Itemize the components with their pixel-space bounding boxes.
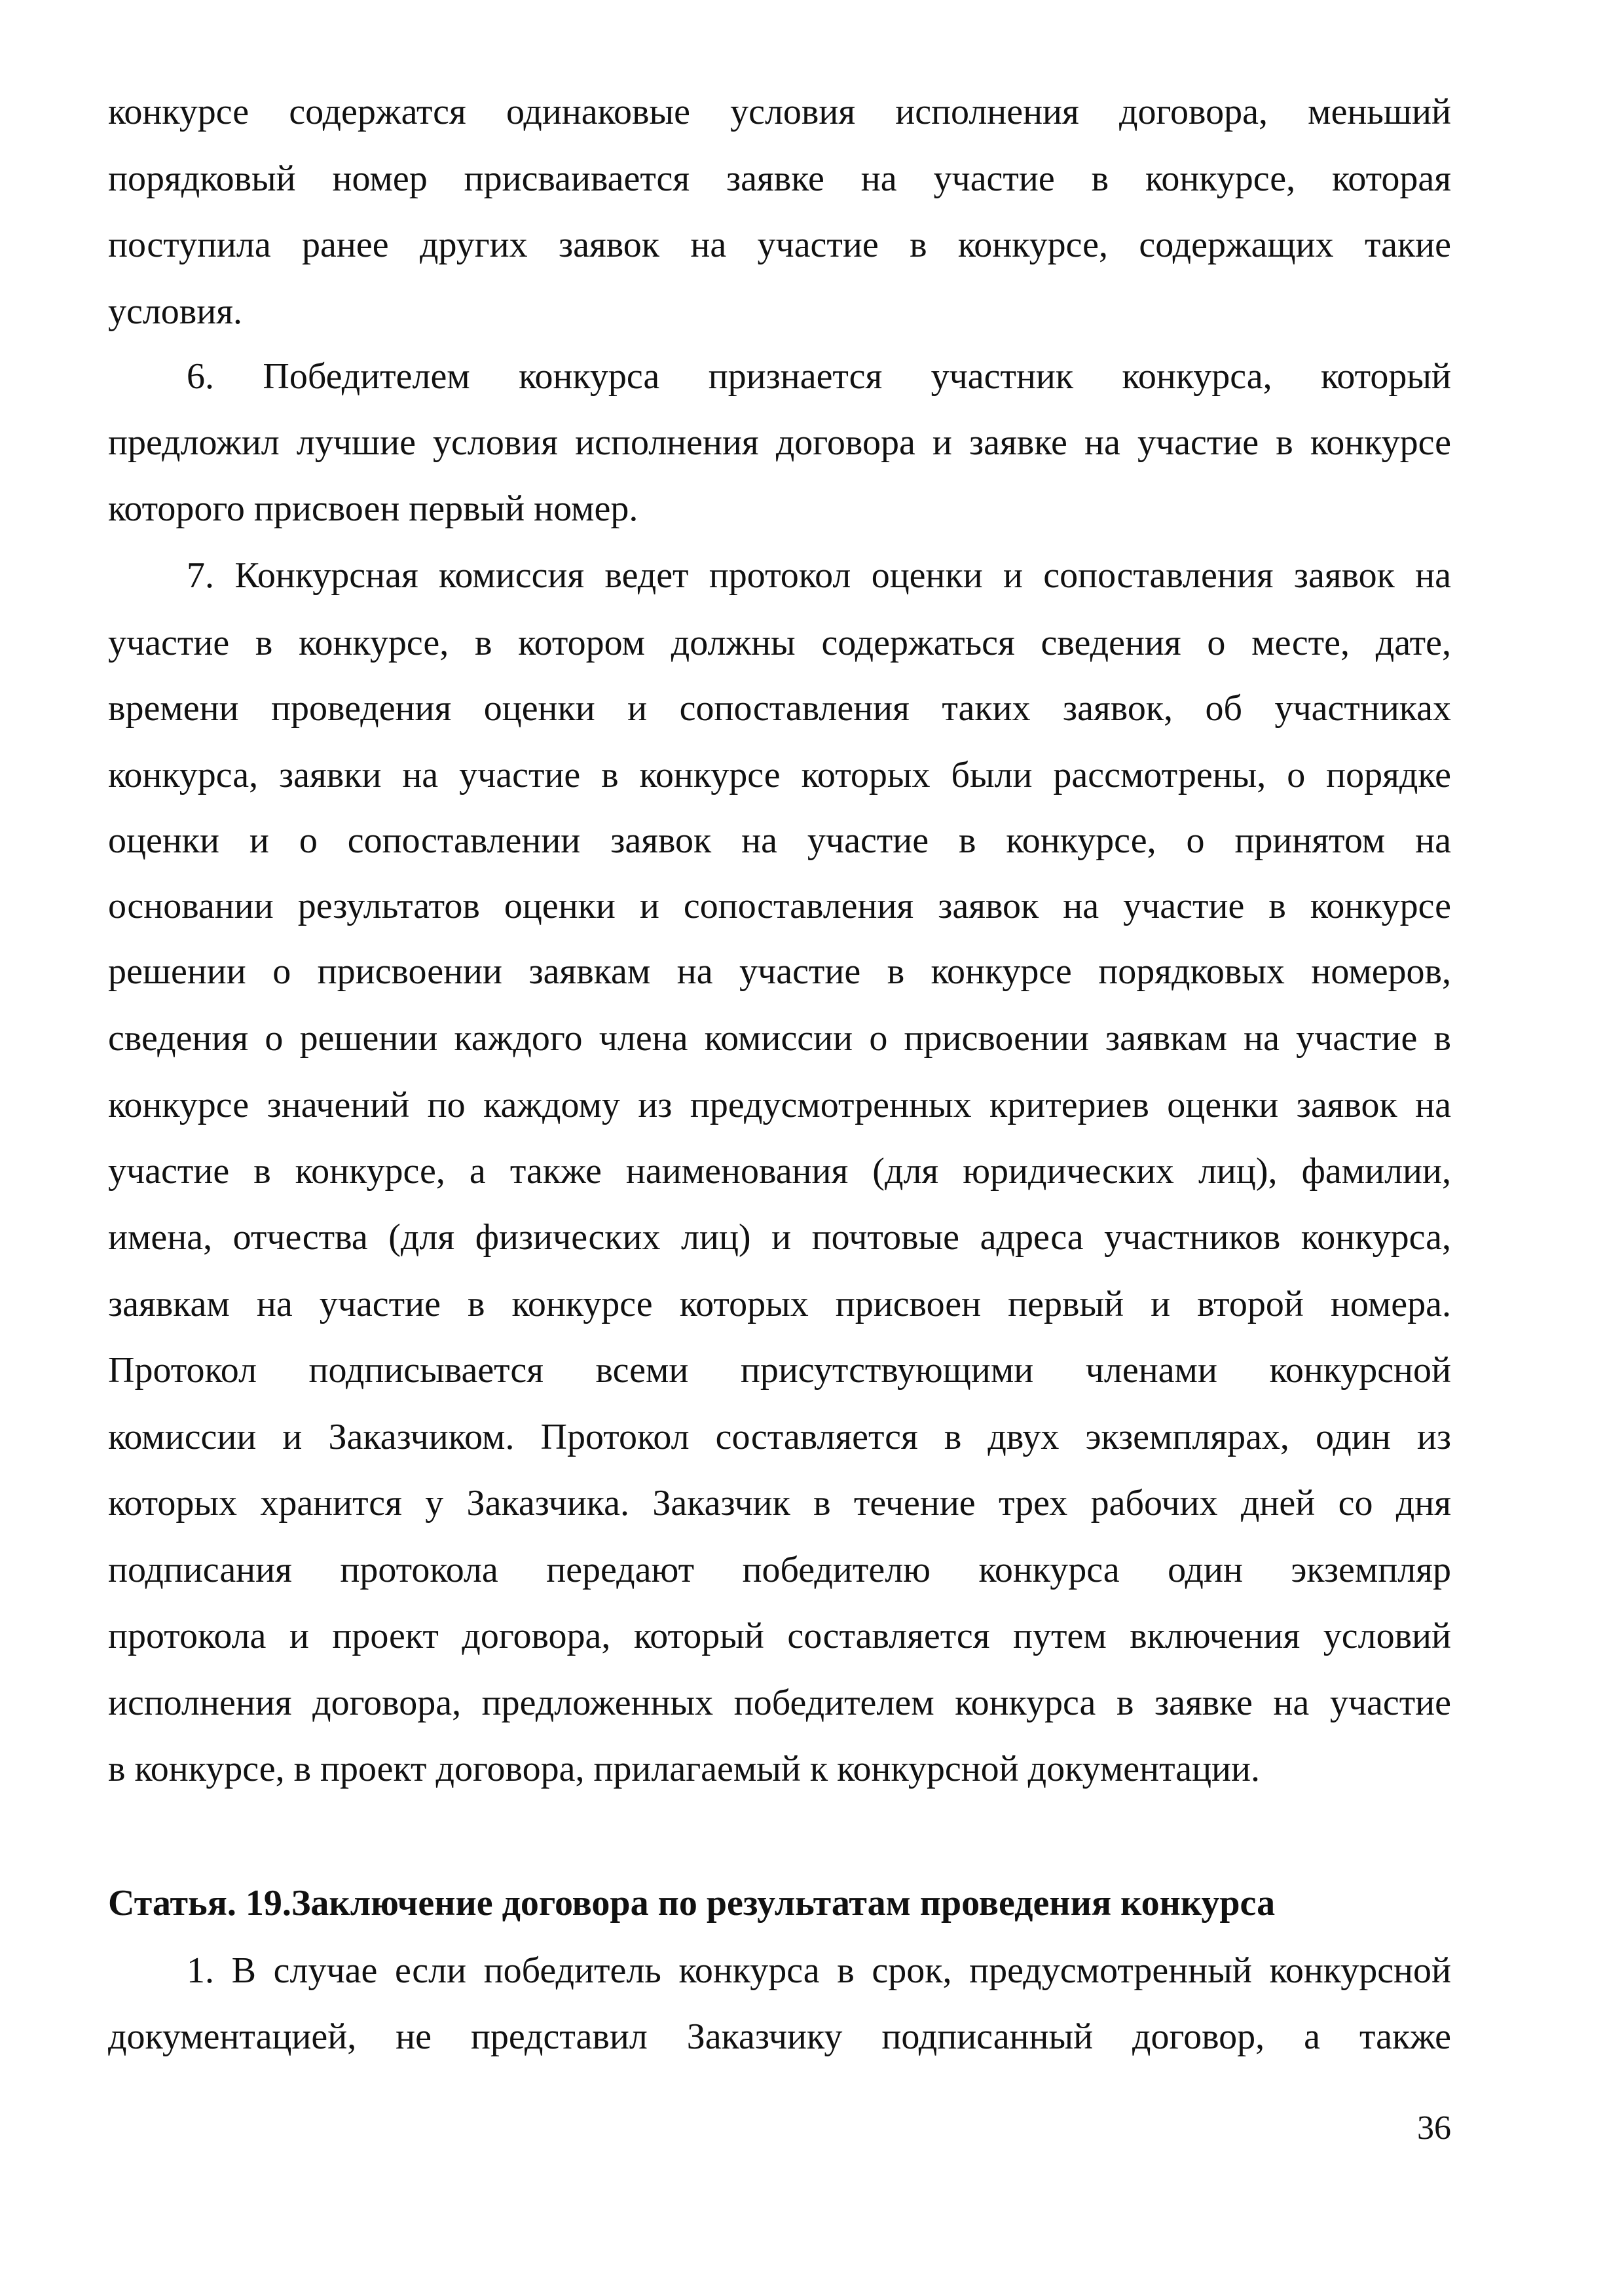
page-number: 36 <box>1417 2109 1451 2147</box>
text-line: конкурса, заявки на участие в конкурсе которых были рассмотрены, о порядке <box>108 755 1451 795</box>
text-line: которого присвоен первый номер. <box>108 488 638 529</box>
text-line: в конкурсе, в проект договора, прилагаемый к конкурсной документации. <box>108 1749 1260 1789</box>
text-line: подписания протокола передают победителю конкурса один экземпляр <box>108 1550 1451 1590</box>
text-line: которых хранится у Заказчика. Заказчик в течение трех рабочих дней со дня <box>108 1483 1451 1523</box>
text-line: конкурсе содержатся одинаковые условия исполнения договора, меньший <box>108 92 1451 132</box>
text-line: комиссии и Заказчиком. Протокол составляется в двух экземплярах, один из <box>108 1417 1451 1457</box>
text-line: оценки и о сопоставлении заявок на участие в конкурсе, о принятом на <box>108 820 1451 861</box>
text-line: участие в конкурсе, а также наименования (для юридических лиц), фамилии, <box>108 1151 1451 1192</box>
text-line: документацией, не представил Заказчику подписанный договор, а также <box>108 2016 1451 2057</box>
text-line: 6. Победителем конкурса признается участник конкурса, который <box>187 356 1451 397</box>
text-line: предложил лучшие условия исполнения договора и заявке на участие в конкурсе <box>108 422 1451 463</box>
text-line: основании результатов оценки и сопоставления заявок на участие в конкурсе <box>108 886 1451 926</box>
text-line: протокола и проект договора, который составляется путем включения условий <box>108 1616 1451 1656</box>
text-line: 1. В случае если победитель конкурса в срок, предусмотренный конкурсной <box>187 1950 1451 1991</box>
article-heading: Статья. 19.Заключение договора по результатам проведения конкурса <box>108 1883 1276 1923</box>
text-line: заявкам на участие в конкурсе которых присвоен первый и второй номера. <box>108 1284 1451 1324</box>
text-line: конкурсе значений по каждому из предусмотренных критериев оценки заявок на <box>108 1085 1451 1125</box>
text-line: Протокол подписывается всеми присутствующими членами конкурсной <box>108 1350 1451 1391</box>
text-line: участие в конкурсе, в котором должны содержаться сведения о месте, дате, <box>108 623 1451 663</box>
text-line: 7. Конкурсная комиссия ведет протокол оценки и сопоставления заявок на <box>187 555 1451 596</box>
text-line: исполнения договора, предложенных победителем конкурса в заявке на участие <box>108 1683 1451 1723</box>
text-line: имена, отчества (для физических лиц) и почтовые адреса участников конкурса, <box>108 1217 1451 1258</box>
text-line: поступила ранее других заявок на участие в конкурсе, содержащих такие <box>108 225 1451 265</box>
text-line: порядковый номер присваивается заявке на участие в конкурсе, которая <box>108 158 1451 199</box>
text-line: сведения о решении каждого члена комиссии о присвоении заявкам на участие в <box>108 1018 1451 1059</box>
text-line: решении о присвоении заявкам на участие в конкурсе порядковых номеров, <box>108 951 1451 992</box>
text-line: условия. <box>108 291 242 332</box>
text-line: времени проведения оценки и сопоставления таких заявок, об участниках <box>108 688 1451 729</box>
